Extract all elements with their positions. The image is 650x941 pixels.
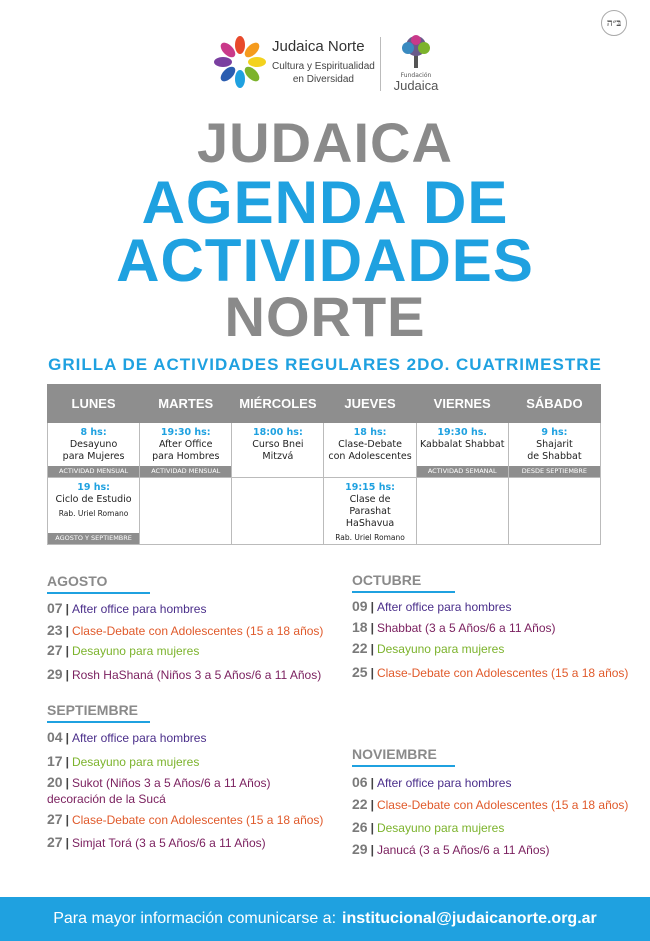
footer-email-link[interactable]: institucional@judaicanorte.org.ar	[342, 910, 597, 927]
cell-rabbi: Rab. Uriel Romano	[335, 533, 405, 542]
logo-divider	[380, 37, 381, 91]
event-day: 29	[352, 841, 368, 857]
event-item	[352, 664, 628, 680]
event-item	[352, 619, 556, 635]
cell-time: 9 hs:	[541, 427, 568, 438]
cell-time: 8 hs:	[80, 427, 107, 438]
event-item	[47, 622, 323, 638]
event-bar: |	[65, 776, 69, 790]
event-bar: |	[370, 843, 374, 857]
event-day: 06	[352, 774, 368, 790]
day-header: LUNES	[48, 385, 140, 423]
event-day: 09	[352, 598, 368, 614]
grid-cell	[48, 423, 140, 478]
cell-text: Ciclo de Estudio	[55, 494, 132, 505]
event-day: 04	[47, 729, 63, 745]
event-item	[352, 841, 550, 857]
event-day: 20	[47, 774, 63, 790]
event-item	[47, 753, 199, 769]
month-noviembre: NOVIEMBRE	[352, 746, 437, 762]
cell-time: 18:00 hs:	[253, 427, 303, 438]
day-header: SÁBADO	[508, 385, 600, 423]
event-item	[47, 600, 206, 616]
event-item	[352, 819, 504, 835]
event-bar: |	[65, 624, 69, 638]
cell-text: Parashat	[349, 506, 391, 517]
event-text: After office para hombres	[376, 776, 512, 790]
event-text: Clase-Debate con Adolescentes (15 a 18 años)	[71, 813, 324, 827]
month-underline	[352, 765, 455, 767]
event-item-continuation	[47, 792, 166, 806]
event-item	[47, 729, 206, 745]
grid-cell	[232, 423, 324, 478]
event-bar: |	[65, 731, 69, 745]
event-text: Clase-Debate con Adolescentes (15 a 18 años)	[376, 798, 629, 812]
event-item	[47, 834, 266, 850]
event-day: 22	[352, 796, 368, 812]
event-day: 17	[47, 753, 63, 769]
event-bar: |	[370, 621, 374, 635]
event-bar: |	[370, 798, 374, 812]
event-item	[352, 598, 511, 614]
cell-tag: ACTIVIDAD MENSUAL	[48, 466, 139, 477]
grid-cell	[508, 423, 600, 478]
event-bar: |	[370, 776, 374, 790]
cell-text: Kabbalat Shabbat	[419, 439, 505, 450]
event-item	[47, 642, 199, 658]
event-day: 27	[47, 642, 63, 658]
event-day: 27	[47, 834, 63, 850]
event-item	[47, 774, 271, 790]
event-text: Desayuno para mujeres	[71, 644, 200, 658]
cell-text: con Adolescentes	[328, 451, 412, 462]
event-bar: |	[65, 755, 69, 769]
event-item	[352, 640, 504, 656]
month-underline	[47, 592, 150, 594]
subtitle: GRILLA DE ACTIVIDADES REGULARES 2DO. CUATRIMESTRE	[48, 355, 602, 374]
cell-text: Desayuno	[69, 439, 118, 450]
event-text: After office para hombres	[376, 600, 512, 614]
grid-cell	[416, 423, 508, 478]
month-underline	[47, 721, 150, 723]
event-day: 25	[352, 664, 368, 680]
event-text: Desayuno para mujeres	[376, 821, 505, 835]
cell-text: Curso Bnei	[252, 439, 304, 450]
tree-logo-icon	[394, 34, 438, 70]
event-text: Desayuno para mujeres	[376, 642, 505, 656]
grid-cell-empty	[140, 478, 232, 545]
event-day: 07	[47, 600, 63, 616]
event-item	[47, 666, 321, 682]
event-text: Janucá (3 a 5 Años/6 a 11 Años)	[376, 843, 550, 857]
day-header: MARTES	[140, 385, 232, 423]
cell-time: 19:30 hs:	[160, 427, 211, 438]
cell-text: Shajarit	[536, 439, 573, 450]
cell-text: HaShavua	[345, 518, 395, 529]
event-bar: |	[65, 836, 69, 850]
event-bar: |	[370, 642, 374, 656]
event-text: Sukot (Niños 3 a 5 Años/6 a 11 Años)	[71, 776, 271, 790]
cell-text: para Hombres	[152, 451, 220, 462]
logo-name: Judaica Norte	[272, 38, 365, 55]
event-bar: |	[370, 600, 374, 614]
event-text: Shabbat (3 a 5 Años/6 a 11 Años)	[376, 621, 556, 635]
hands-logo-icon	[212, 34, 268, 90]
event-day: 22	[352, 640, 368, 656]
grid-cell	[324, 423, 416, 478]
event-day: 23	[47, 622, 63, 638]
grid-cell	[48, 478, 140, 545]
grid-cell-empty	[416, 478, 508, 545]
event-bar: |	[65, 644, 69, 658]
event-item	[352, 796, 628, 812]
event-bar: |	[65, 668, 69, 682]
cell-tag: DESDE SEPTIEMBRE	[509, 466, 600, 477]
logo-tagline-2: en Diversidad	[292, 74, 354, 85]
event-text: Desayuno para mujeres	[71, 755, 200, 769]
cell-text: de Shabbat	[527, 451, 582, 462]
month-agosto: AGOSTO	[47, 573, 108, 589]
grid-cell	[140, 423, 232, 478]
event-bar: |	[65, 813, 69, 827]
day-header: MIÉRCOLES	[232, 385, 324, 423]
month-septiembre: SEPTIEMBRE	[47, 702, 139, 718]
title-actividades: ACTIVIDADES	[116, 227, 534, 294]
event-day: 18	[352, 619, 368, 635]
month-octubre: OCTUBRE	[352, 572, 422, 588]
cell-text: Clase-Debate	[338, 439, 402, 450]
cell-time: 18 hs:	[353, 427, 387, 438]
cell-text: Clase de	[349, 494, 391, 505]
event-item	[47, 811, 323, 827]
fund-small-label: Fundación	[400, 72, 432, 79]
day-header: VIERNES	[416, 385, 508, 423]
cell-tag: ACTIVIDAD SEMANAL	[417, 466, 508, 477]
fund-name: Judaica	[393, 78, 439, 93]
event-text: Rosh HaShaná (Niños 3 a 5 Años/6 a 11 Años)	[71, 668, 322, 682]
cell-text: Mitzvá	[262, 451, 294, 462]
logo-tagline-1: Cultura y Espiritualidad	[272, 61, 375, 72]
event-bar: |	[370, 666, 374, 680]
title-agenda: AGENDA DE	[141, 169, 509, 236]
event-day: 29	[47, 666, 63, 682]
cell-tag: ACTIVIDAD MENSUAL	[140, 466, 231, 477]
logo-tagline	[272, 60, 375, 86]
event-item	[352, 774, 511, 790]
cell-time: 19 hs:	[77, 482, 110, 493]
cell-tag: AGOSTO Y SEPTIEMBRE	[48, 533, 139, 544]
cell-time: 19:15 hs:	[345, 482, 395, 493]
grid-cell-empty	[232, 478, 324, 545]
cell-rabbi: Rab. Uriel Romano	[58, 509, 129, 518]
title-norte: NORTE	[224, 285, 426, 348]
grid-cell	[324, 478, 416, 545]
event-text: decoración de la Sucá	[47, 792, 166, 806]
event-text: Clase-Debate con Adolescentes (15 a 18 años)	[376, 666, 629, 680]
event-bar: |	[65, 602, 69, 616]
month-underline	[352, 591, 455, 593]
footer-text: Para mayor información comunicarse a:	[53, 910, 337, 927]
event-text: Simjat Torá (3 a 5 Años/6 a 11 Años)	[71, 836, 266, 850]
cell-text: para Mujeres	[62, 451, 125, 462]
event-text: After office para hombres	[71, 731, 207, 745]
event-day: 27	[47, 811, 63, 827]
event-bar: |	[370, 821, 374, 835]
cell-text: After Office	[158, 439, 213, 450]
event-text: After office para hombres	[71, 602, 207, 616]
event-text: Clase-Debate con Adolescentes (15 a 18 años)	[71, 624, 324, 638]
activity-grid	[47, 384, 601, 545]
event-day: 26	[352, 819, 368, 835]
grid-cell-empty	[508, 478, 600, 545]
cell-time: 19:30 hs.	[437, 427, 487, 438]
title-judaica: JUDAICA	[197, 111, 453, 174]
footer-banner	[0, 897, 650, 941]
bh-badge: בּ״ה	[601, 10, 627, 36]
day-header: JUEVES	[324, 385, 416, 423]
